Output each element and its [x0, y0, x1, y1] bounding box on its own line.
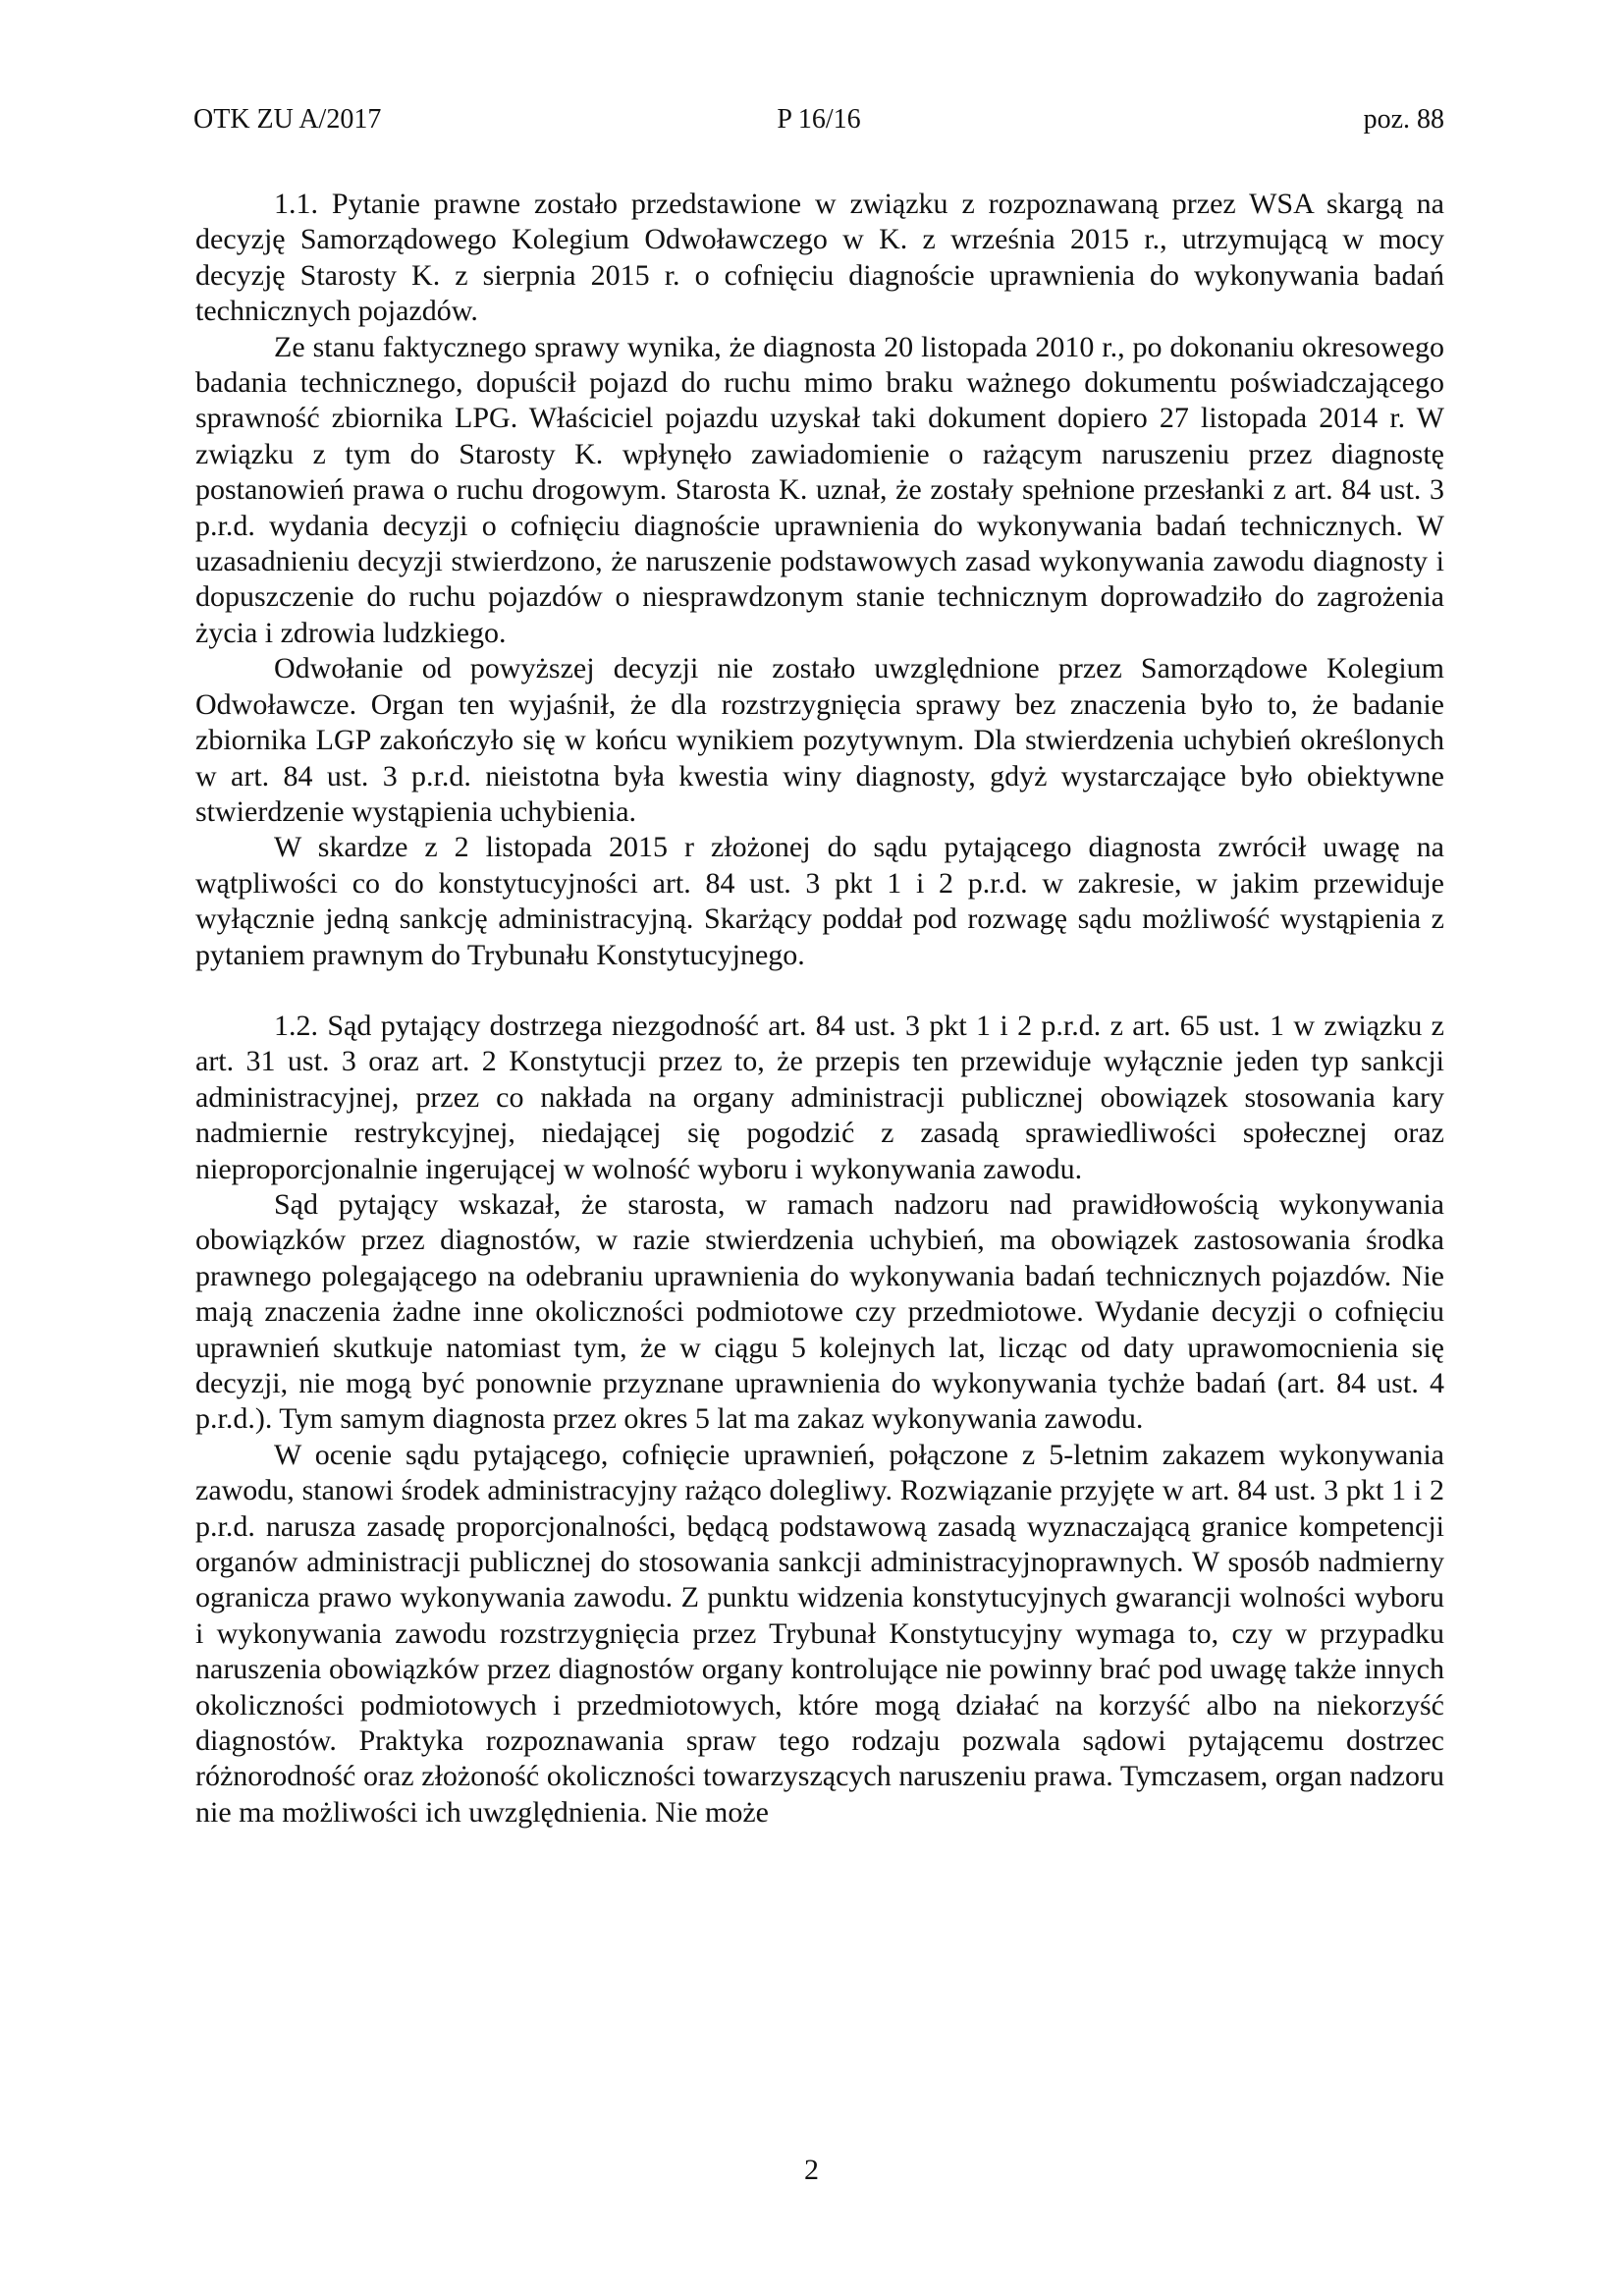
position-number: poz. 88 [1363, 104, 1444, 135]
paragraph-1-1: 1.1. Pytanie prawne zostało przedstawione w związku z rozpoznawaną przez WSA skargą na decyzję Samorządowego Kolegium Odwoławczego w K. z września 2015 r., utrzymującą w mocy decyzję Starosty K. z sierpnia 2015 r. o cofnięciu diagnoście uprawnienia do wykonywania badań technicznych pojazdów. [195, 188, 1444, 328]
paragraph-court-indication: Sąd pytający wskazał, że starosta, w ramach nadzoru nad prawidłowością wykonywania obowiązków przez diagnostów, w razie stwierdzenia uchybień, ma obowiązek zastosowania środka prawnego polegającego na odebraniu uprawnienia do wykonywania badań technicznych pojazdów. Nie mają znaczenia żadne inne okoliczności podmiotowe czy przedmiotowe. Wydanie decyzji o cofnięciu uprawnień skutkuje natomiast tym, że w ciągu 5 kolejnych lat, licząc od daty uprawomocnienia się decyzji, nie mogą być ponownie przyznane uprawnienia do wykonywania tychże badań (art. 84 ust. 4 p.r.d.). Tym samym diagnosta przez okres 5 lat ma zakaz wykonywania zawodu. [195, 1187, 1444, 1436]
paragraph-1-2: 1.2. Sąd pytający dostrzega niezgodność art. 84 ust. 3 pkt 1 i 2 p.r.d. z art. 65 ust. 1 w związku z art. 31 ust. 3 oraz art. 2 Konstytucji przez to, że przepis ten przewiduje wyłącznie jeden typ sankcji administracyjnej, przez co nakłada na organy administracji publicznej obowiązek stosowania kary nadmiernie restrykcyjnej, niedającej się pogodzić z zasadą sprawiedliwości społecznej oraz nieproporcjonalnie ingerującej w wolność wyboru i wykonywania zawodu. [195, 1009, 1444, 1185]
journal-citation: OTK ZU A/2017 [193, 104, 382, 135]
paragraph-facts: Ze stanu faktycznego sprawy wynika, że diagnosta 20 listopada 2010 r., po dokonaniu okresowego badania technicznego, dopuścił pojazd do ruchu mimo braku ważnego dokumentu poświadczającego sprawność zbiornika LPG. Właściciel pojazdu uzyskał taki dokument dopiero 27 listopada 2014 r. W związku z tym do Starosty K. wpłynęło zawiadomienie o rażącym naruszeniu przez diagnostę postanowień prawa o ruchu drogowym. Starosta K. uznał, że zostały spełnione przesłanki z art. 84 ust. 3 p.r.d. wydania decyzji o cofnięciu diagnoście uprawnienia do wykonywania badań technicznych. W uzasadnieniu decyzji stwierdzono, że naruszenie podstawowych zasad wykonywania zawodu diagnosty i dopuszczenie do ruchu pojazdów o niesprawdzonym stanie technicznym doprowadziło do zagrożenia życia i zdrowia ludzkiego. [195, 330, 1444, 649]
running-header [193, 100, 1444, 139]
paragraph-appeal: Odwołanie od powyższej decyzji nie zostało uwzględnione przez Samorządowe Kolegium Odwoławcze. Organ ten wyjaśnił, że dla rozstrzygnięcia sprawy bez znaczenia było to, że badanie zbiornika LGP zakończyło się w końcu wynikiem pozytywnym. Dla stwierdzenia uchybień określonych w art. 84 ust. 3 p.r.d. nieistotna była kwestia winy diagnosty, gdyż wystarczające było obiektywne stwierdzenie wystąpienia uchybienia. [195, 652, 1444, 828]
body-text [195, 187, 1444, 1831]
page-number: 2 [804, 2154, 819, 2186]
paragraph-court-assessment: W ocenie sądu pytającego, cofnięcie uprawnień, połączone z 5-letnim zakazem wykonywania zawodu, stanowi środek administracyjny rażąco dolegliwy. Rozwiązanie przyjęte w art. 84 ust. 3 pkt 1 i 2 p.r.d. narusza zasadę proporcjonalności, będącą podstawową zasadą wyznaczającą granice kompetencji organów administracji publicznej do stosowania sankcji administracyjnoprawnych. W sposób nadmierny ogranicza prawo wykonywania zawodu. Z punktu widzenia konstytucyjnych gwarancji wolności wyboru i wykonywania zawodu rozstrzygnięcia przez Trybunał Konstytucyjny wymaga to, czy w przypadku naruszenia obowiązków przez diagnostów organy kontrolujące nie powinny brać pod uwagę także innych okoliczności podmiotowych i przedmiotowych, które mogą działać na korzyść albo na niekorzyść diagnostów. Praktyka rozpoznawania spraw tego rodzaju pozwala sądowi pytającemu dostrzec różnorodność oraz złożoność okoliczności towarzyszących naruszeniu prawa. Tymczasem, organ nadzoru nie ma możliwości ich uwzględnienia. Nie może [195, 1438, 1444, 1829]
docket-number: P 16/16 [777, 104, 861, 135]
paragraph-complaint: W skardze z 2 listopada 2015 r złożonej do sądu pytającego diagnosta zwrócił uwagę na wątpliwości co do konstytucyjności art. 84 ust. 3 pkt 1 i 2 p.r.d. w zakresie, w jakim przewiduje wyłącznie jedną sankcję administracyjną. Skarżący poddał pod rozwagę sądu możliwość wystąpienia z pytaniem prawnym do Trybunału Konstytucyjnego. [195, 831, 1444, 971]
